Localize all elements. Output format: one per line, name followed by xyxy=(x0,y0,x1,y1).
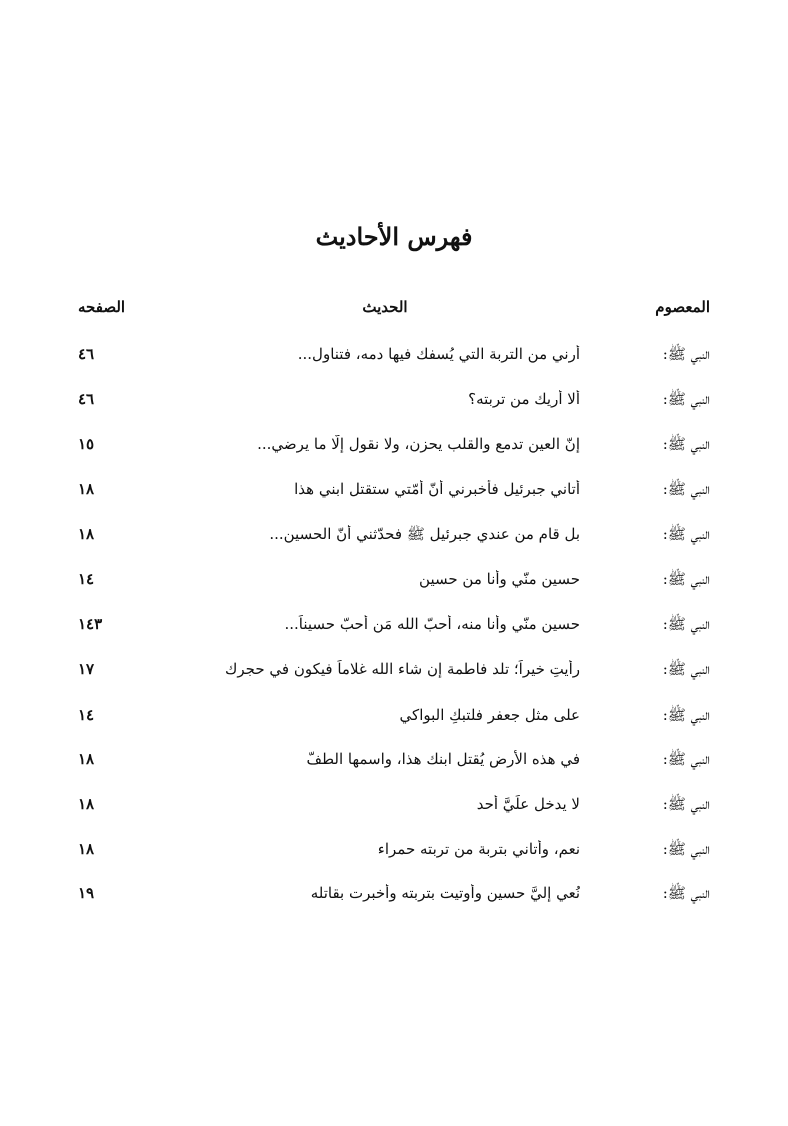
hadith-index-table xyxy=(70,0,720,1126)
hadith-cell: نُعي إليَّ حسين وأُوتيت بتربته وأُخبرت بقاتله xyxy=(310,884,580,902)
table-row xyxy=(70,795,720,825)
masum-cell: النبي ﷺ: xyxy=(662,795,710,813)
masum-cell: النبي ﷺ: xyxy=(662,615,710,633)
masum-cell: النبي ﷺ: xyxy=(662,480,710,498)
table-row xyxy=(70,435,720,465)
table-row xyxy=(70,840,720,870)
table-row xyxy=(70,480,720,510)
page-cell: ١٨ xyxy=(78,840,95,858)
hadith-cell: لا يدخل علَيَّ أحد xyxy=(476,795,580,813)
page-cell: ١٨ xyxy=(78,480,95,498)
masum-cell: النبي ﷺ: xyxy=(662,840,710,858)
masum-cell: النبي ﷺ: xyxy=(662,660,710,678)
table-row xyxy=(70,660,720,690)
hadith-cell: بل قام من عندي جبرئيل ﷺ فحدّثني أنّ الحسين... xyxy=(269,525,580,543)
table-row xyxy=(70,525,720,555)
header-hadith: الحديث xyxy=(362,298,408,316)
page-cell: ١٧ xyxy=(78,660,95,678)
header-page: الصفحه xyxy=(78,298,126,316)
page-cell: ١٨ xyxy=(78,525,95,543)
hadith-cell: نعم، وأتاني بتربة من تربته حمراء xyxy=(377,840,580,858)
table-row xyxy=(70,615,720,645)
masum-cell: النبي ﷺ: xyxy=(662,570,710,588)
masum-cell: النبي ﷺ: xyxy=(662,345,710,363)
hadith-cell: أرني من التربة التي يُسفك فيها دمه، فتناول... xyxy=(297,345,580,363)
hadith-cell: ألا أُريك من تربته؟ xyxy=(468,390,580,408)
hadith-cell: أتاني جبرئيل فأخبرني أنّ أُمّتي ستقتل ابني هذا xyxy=(294,480,580,498)
masum-cell: النبي ﷺ: xyxy=(662,750,710,768)
masum-cell: النبي ﷺ: xyxy=(662,390,710,408)
table-row xyxy=(70,750,720,780)
hadith-cell: في هذه الأرض يُقتل ابنك هذا، واسمها الطفّ xyxy=(306,750,580,768)
page-cell: ١٨ xyxy=(78,750,95,768)
hadith-cell: حسين منّي وأنا من حسين xyxy=(419,570,580,588)
masum-cell: النبي ﷺ: xyxy=(662,706,710,724)
hadith-cell: إنّ العين تدمع والقلب يحزن، ولا نقول إلّا ما يرضي... xyxy=(257,435,580,453)
page-cell: ٤٦ xyxy=(78,390,95,408)
page-cell: ١٨ xyxy=(78,795,95,813)
table-row xyxy=(70,706,720,736)
hadith-cell: على مثل جعفر فلتبكِ البواكي xyxy=(399,706,580,724)
table-row xyxy=(70,570,720,600)
page-cell: ١٤ xyxy=(78,570,95,588)
header-masum: المعصوم xyxy=(655,298,710,316)
page-cell: ١٥ xyxy=(78,435,95,453)
table-row xyxy=(70,345,720,375)
page-cell: ١٩ xyxy=(78,884,95,902)
hadith-cell: حسين منّي وأنا منه، أحبّ الله مَن أحبّ حسيناً... xyxy=(284,615,580,633)
page-cell: ١٤ xyxy=(78,706,95,724)
table-row xyxy=(70,884,720,914)
masum-cell: النبي ﷺ: xyxy=(662,435,710,453)
table-header xyxy=(70,298,720,328)
table-row xyxy=(70,390,720,420)
page-cell: ١٤٣ xyxy=(78,615,103,633)
masum-cell: النبي ﷺ: xyxy=(662,525,710,543)
page-title: فهرس الأحاديث xyxy=(315,222,473,251)
page-cell: ٤٦ xyxy=(78,345,95,363)
hadith-cell: رأيتِ خيراً؛ تلد فاطمة إن شاء الله غلاماً فيكون في حجرك xyxy=(225,660,580,678)
masum-cell: النبي ﷺ: xyxy=(662,884,710,902)
